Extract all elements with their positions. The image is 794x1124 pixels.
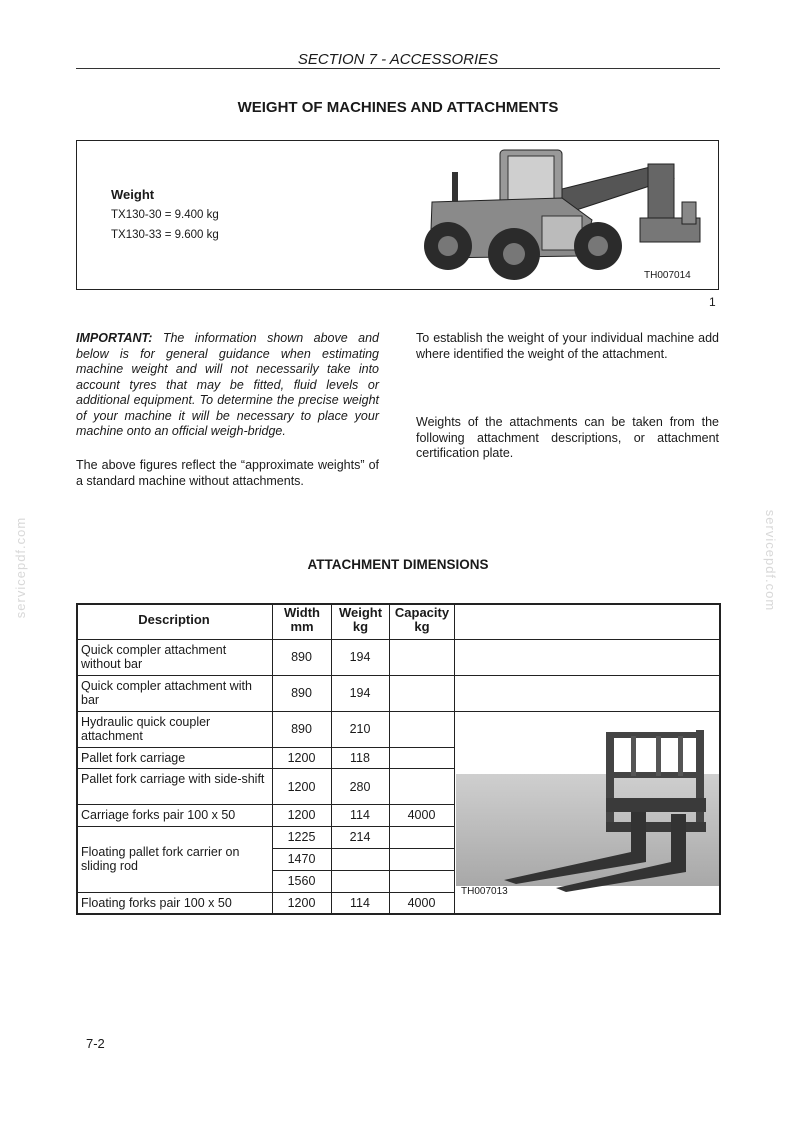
row-4-description: Pallet fork carriage: [81, 751, 186, 765]
row-last-capacity: 4000: [407, 896, 436, 910]
page-number: 7-2: [86, 1036, 105, 1051]
watermark-left: servicepdf.com: [13, 516, 29, 619]
row-6-width: 1200: [287, 808, 316, 822]
figure-id-th007013: TH007013: [461, 886, 508, 897]
row-3-weight: 210: [349, 722, 371, 736]
row-4-width: 1200: [287, 751, 316, 765]
section-header: SECTION 7 - ACCESSORIES: [297, 51, 499, 68]
attachment-dimensions-title: ATTACHMENT DIMENSIONS: [307, 557, 489, 572]
page-title: WEIGHT OF MACHINES AND ATTACHMENTS: [237, 99, 559, 116]
approx-weights-paragraph: The above figures reflect the “approximate weights” of a standard machine without attachments.: [76, 458, 379, 488]
row-1-description: Quick compler attachment without bar: [81, 643, 227, 671]
row-6-description: Carriage forks pair 100 x 50: [81, 808, 236, 822]
floating-carrier-width-2: 1470: [287, 852, 316, 866]
floating-carrier-weight-1: 214: [349, 830, 371, 844]
establish-weight-paragraph: To establish the weight of your individual machine add where identified the weight of the attachment.: [416, 331, 719, 361]
figure-id-th007014: TH007014: [644, 270, 691, 281]
row-last-width: 1200: [287, 896, 316, 910]
row-4-weight: 118: [350, 751, 370, 765]
row-2-weight: 194: [349, 686, 371, 700]
important-label: IMPORTANT:: [76, 331, 153, 345]
row-5-weight: 280: [349, 780, 371, 794]
row-1-width: 890: [291, 650, 312, 664]
watermark-right: servicepdf.com: [763, 509, 779, 612]
important-text: The information shown above and below is for general guidance when estimating machine weight and will not necessarily take into account tyres that may be fitted, fluid levels or additional equipment. To determine the precise weight of your machine it will be necessary to place your machine onto an official weigh-bridge.: [76, 331, 379, 438]
row-last-description: Floating forks pair 100 x 50: [81, 896, 232, 910]
weight-line-tx130-30: TX130-30 = 9.400 kg: [111, 209, 219, 221]
row-3-width: 890: [291, 722, 312, 736]
header-description: Description: [138, 612, 210, 627]
row-1-weight: 194: [349, 650, 371, 664]
figure-number: 1: [709, 295, 716, 309]
floating-carrier-width-3: 1560: [287, 874, 316, 888]
important-paragraph: [76, 331, 379, 440]
floating-carrier-width-1: 1225: [287, 830, 316, 844]
header-width: Width mm: [284, 605, 320, 634]
floating-carrier-description: Floating pallet fork carrier on sliding rod: [81, 845, 240, 873]
attachment-weights-paragraph: Weights of the attachments can be taken from the following attachment descriptions, or attachment certification plate.: [416, 415, 719, 460]
weight-heading: Weight: [111, 187, 155, 202]
row-last-weight: 114: [350, 896, 370, 910]
row-5-description: Pallet fork carriage with side-shift: [81, 772, 265, 786]
row-2-width: 890: [291, 686, 312, 700]
header-capacity: Capacity kg: [394, 605, 450, 634]
header-weight: Weight kg: [338, 605, 383, 634]
header-rule: [76, 68, 720, 69]
row-6-weight: 114: [350, 808, 370, 822]
weight-line-tx130-33: TX130-33 = 9.600 kg: [111, 229, 219, 241]
row-2-description: Quick compler attachment with bar: [81, 679, 252, 707]
row-5-width: 1200: [287, 780, 316, 794]
pallet-fork-photo: [456, 712, 719, 912]
row-6-capacity: 4000: [407, 808, 436, 822]
telehandler-illustration: [412, 146, 712, 284]
row-3-description: Hydraulic quick coupler attachment: [81, 715, 211, 743]
